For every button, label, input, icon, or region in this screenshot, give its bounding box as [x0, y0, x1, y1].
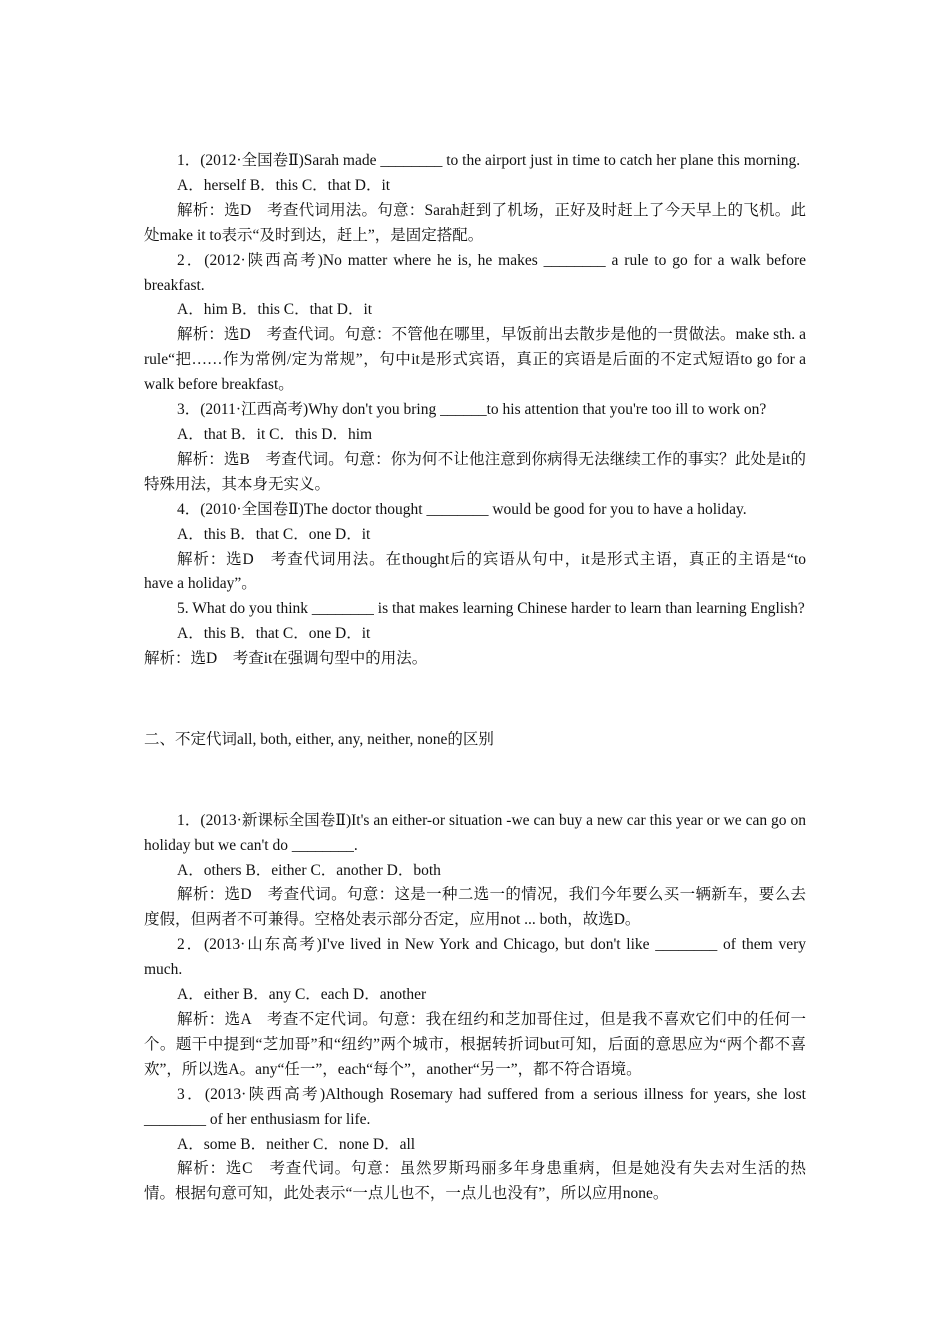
paragraph: 解析：选A 考查不定代词。句意：我在纽约和芝加哥住过，但是我不喜欢它们中的任何一个。题干中提到“芝加哥”和“纽约”两个城市，根据转折词but可知，后面的意思应为“两个都不喜欢”，所以选A。any“任一”，each“每个”，another“另一”，都不符合语境。 — [144, 1010, 806, 1078]
paragraph: A．him B．this C．that D．it — [177, 301, 373, 319]
paragraph: 解析：选D 考查代词。句意：这是一种二选一的情况，我们今年要么买一辆新车，要么去度假，但两者不可兼得。空格处表示部分否定，应用not ... both，故选D。 — [144, 886, 806, 929]
paragraph: 二、不定代词all, both, either, any, neither, none的区别 — [144, 730, 494, 748]
paragraph: 4．(2010·全国卷Ⅱ)The doctor thought ________ would be good for you to have a holiday. — [177, 500, 747, 518]
paragraph: 解析：选D 考查代词。句意：不管他在哪里，早饭前出去散步是他的一贯做法。make sth. a rule“把……作为常例/定为常规”，句中it是形式宾语，真正的宾语是后面的不定式短语to go for a walk before breakfast。 — [144, 326, 806, 394]
paragraph: 1．(2013·新课标全国卷Ⅱ)It's an either-or situation -we can buy a new car this year or we can go on holiday but we can't do ________. — [144, 811, 806, 854]
paragraph: 解析：选C 考查代词。句意：虽然罗斯玛丽多年身患重病，但是她没有失去对生活的热情。根据句意可知，此处表示“一点儿也不，一点儿也没有”，所以应用none。 — [144, 1160, 806, 1203]
paragraph: 1．(2012·全国卷Ⅱ)Sarah made ________ to the airport just in time to catch her plane this morning. — [177, 152, 801, 169]
paragraph: 2．(2012·陕西高考)No matter where he is, he makes ________ a rule to go for a walk before breakfast. — [144, 251, 806, 294]
paragraph: A．some B．neither C．none D．all — [177, 1135, 416, 1153]
paragraph: A．that B．it C．this D．him — [177, 425, 373, 443]
paragraph: A．this B．that C．one D．it — [177, 525, 371, 543]
blank-line — [144, 688, 806, 713]
paragraph: 3．(2013·陕西高考)Although Rosemary had suffered from a serious illness for years, she lost ________ of her enthusiasm for life. — [144, 1085, 806, 1128]
paragraph: 5. What do you think ________ is that makes learning Chinese harder to learn than learning English? — [177, 600, 805, 618]
paragraph: A．herself B．this C．that D．it — [177, 176, 391, 194]
paragraph: A．others B．either C．another D．both — [177, 861, 441, 879]
paragraph: 解析：选D 考查代词用法。在thought后的宾语从句中，it是形式主语，真正的主语是“to have a holiday”。 — [144, 550, 806, 593]
paragraph: A．this B．that C．one D．it — [177, 625, 371, 643]
paragraph: 解析：选D 考查代词用法。句意：Sarah赶到了机场，正好及时赶上了今天早上的飞机。此处make it to表示“及时到达，赶上”，是固定搭配。 — [144, 201, 806, 244]
blank-line — [144, 768, 806, 793]
paragraph: 3．(2011·江西高考)Why don't you bring ______to his attention that you're too ill to work on? — [177, 401, 767, 419]
document-page — [144, 149, 806, 1207]
paragraph: 解析：选D 考查it在强调句型中的用法。 — [144, 650, 428, 668]
paragraph: 2．(2013·山东高考)I've lived in New York and Chicago, but don't like ________ of them very much. — [144, 936, 806, 979]
paragraph: A．either B．any C．each D．another — [177, 986, 427, 1004]
paragraph: 解析：选B 考查代词。句意：你为何不让他注意到你病得无法继续工作的事实？此处是it的特殊用法，其本身无实义。 — [144, 450, 806, 493]
